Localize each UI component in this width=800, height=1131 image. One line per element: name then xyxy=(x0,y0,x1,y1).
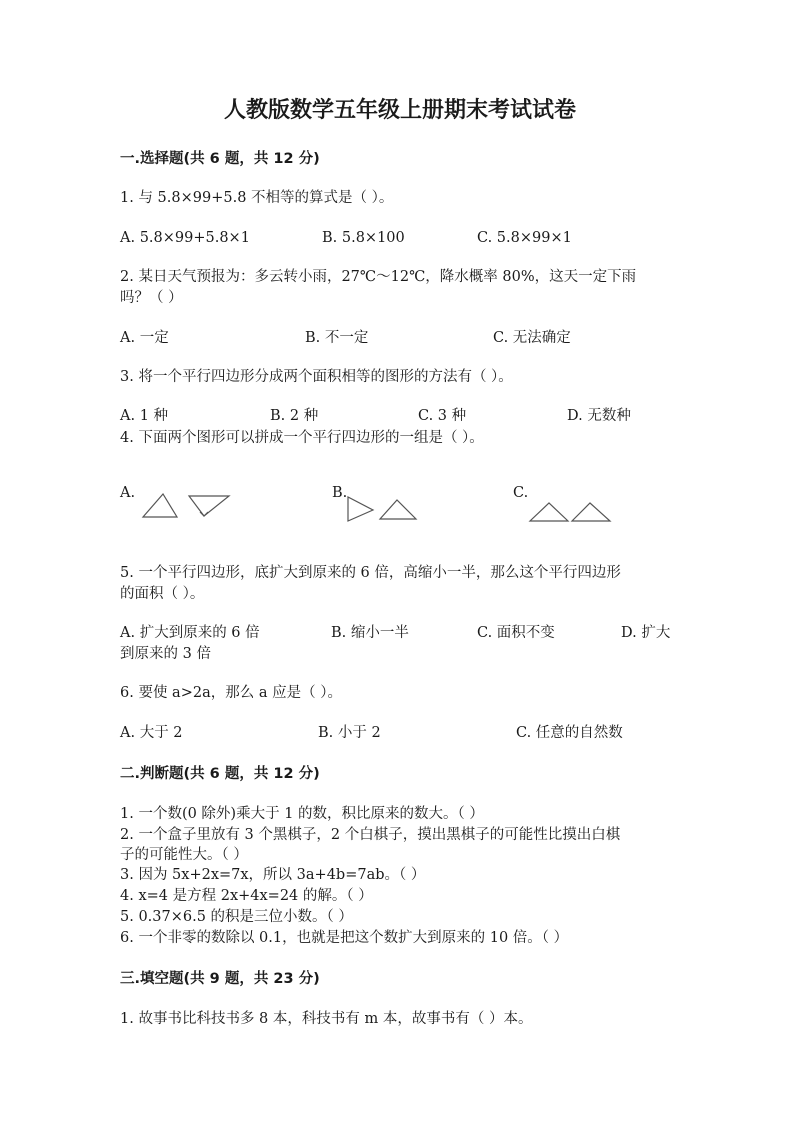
question-3-stem: 3. 将一个平行四边形分成两个面积相等的图形的方法有（ ）。 xyxy=(120,369,513,385)
question-1-stem: 1. 与 5.8×99+5.8 不相等的算式是（ ）。 xyxy=(120,190,394,206)
question-1-option-a: A. 5.8×99+5.8×1 xyxy=(120,230,250,246)
judgement-item-2: 2. 一个盒子里放有 3 个黑棋子，2 个白棋子，摸出黑棋子的可能性比摸出白棋 xyxy=(120,827,621,843)
question-3-option-c: C. 3 种 xyxy=(418,408,467,424)
question-5-option-d-continued: 到原来的 3 倍 xyxy=(120,646,211,662)
question-5-stem-line-2: 的面积（ ）。 xyxy=(120,586,205,602)
page-title: 人教版数学五年级上册期末考试试卷 xyxy=(223,97,576,123)
judgement-item-6: 6. 一个非零的数除以 0.1，也就是把这个数扩大到原来的 10 倍。（ ） xyxy=(120,930,569,946)
question-6-option-c: C. 任意的自然数 xyxy=(516,725,623,741)
section-heading-fill-blank: 三.填空题(共 9 题，共 23 分) xyxy=(120,971,320,987)
judgement-item-1: 1. 一个数(0 除外)乘大于 1 的数，积比原来的数大。（ ） xyxy=(120,806,484,822)
question-2-stem-line-1: 2. 某日天气预报为：多云转小雨，27℃～12℃，降水概率 80%，这天一定下雨 xyxy=(120,269,637,285)
section-heading-judgement: 二.判断题(共 6 题，共 12 分) xyxy=(120,766,320,782)
question-2-option-a: A. 一定 xyxy=(120,330,169,346)
question-6-stem: 6. 要使 a>2a，那么 a 应是（ ）。 xyxy=(120,685,342,701)
triangle-c-2 xyxy=(572,503,610,521)
triangle-b-2 xyxy=(380,500,416,519)
judgement-item-5: 5. 0.37×6.5 的积是三位小数。（ ） xyxy=(120,909,353,925)
question-2-stem-line-2: 吗？（ ） xyxy=(120,290,183,306)
question-4-option-c-label: C. xyxy=(513,485,529,501)
question-5-option-b: B. 缩小一半 xyxy=(331,625,409,641)
triangle-b-1 xyxy=(348,497,373,521)
question-4-stem: 4. 下面两个图形可以拼成一个平行四边形的一组是（ ）。 xyxy=(120,430,484,446)
question-4-option-a-label: A. xyxy=(120,485,136,501)
triangle-c-1 xyxy=(530,503,568,521)
question-5-option-d: D. 扩大 xyxy=(621,625,671,641)
question-2-option-c: C. 无法确定 xyxy=(493,330,571,346)
judgement-item-4: 4. x=4 是方程 2x+4x=24 的解。（ ） xyxy=(120,888,373,904)
question-5-option-c: C. 面积不变 xyxy=(477,625,555,641)
question-4-option-b-label: B. xyxy=(332,485,348,501)
question-3-option-b: B. 2 种 xyxy=(270,408,319,424)
question-1-option-c: C. 5.8×99×1 xyxy=(477,230,572,246)
question-1-option-b: B. 5.8×100 xyxy=(322,230,405,246)
question-5-option-a: A. 扩大到原来的 6 倍 xyxy=(120,625,260,641)
question-3-option-a: A. 1 种 xyxy=(120,408,169,424)
judgement-item-3: 3. 因为 5x+2x=7x，所以 3a+4b=7ab。（ ） xyxy=(120,867,426,883)
question-3-option-d: D. 无数种 xyxy=(567,408,631,424)
fill-blank-question-1: 1. 故事书比科技书多 8 本，科技书有 m 本，故事书有（ ）本。 xyxy=(120,1011,533,1027)
triangle-a-2 xyxy=(189,496,229,516)
question-6-option-a: A. 大于 2 xyxy=(120,725,183,741)
triangle-a-2-mark xyxy=(200,512,208,516)
triangle-a-1 xyxy=(143,494,177,517)
judgement-item-2-continued: 子的可能性大。（ ） xyxy=(120,847,248,863)
question-2-option-b: B. 不一定 xyxy=(305,330,369,346)
section-heading-choice: 一.选择题(共 6 题，共 12 分) xyxy=(120,151,320,167)
question-6-option-b: B. 小于 2 xyxy=(318,725,381,741)
question-5-stem-line-1: 5. 一个平行四边形，底扩大到原来的 6 倍，高缩小一半，那么这个平行四边形 xyxy=(120,565,621,581)
